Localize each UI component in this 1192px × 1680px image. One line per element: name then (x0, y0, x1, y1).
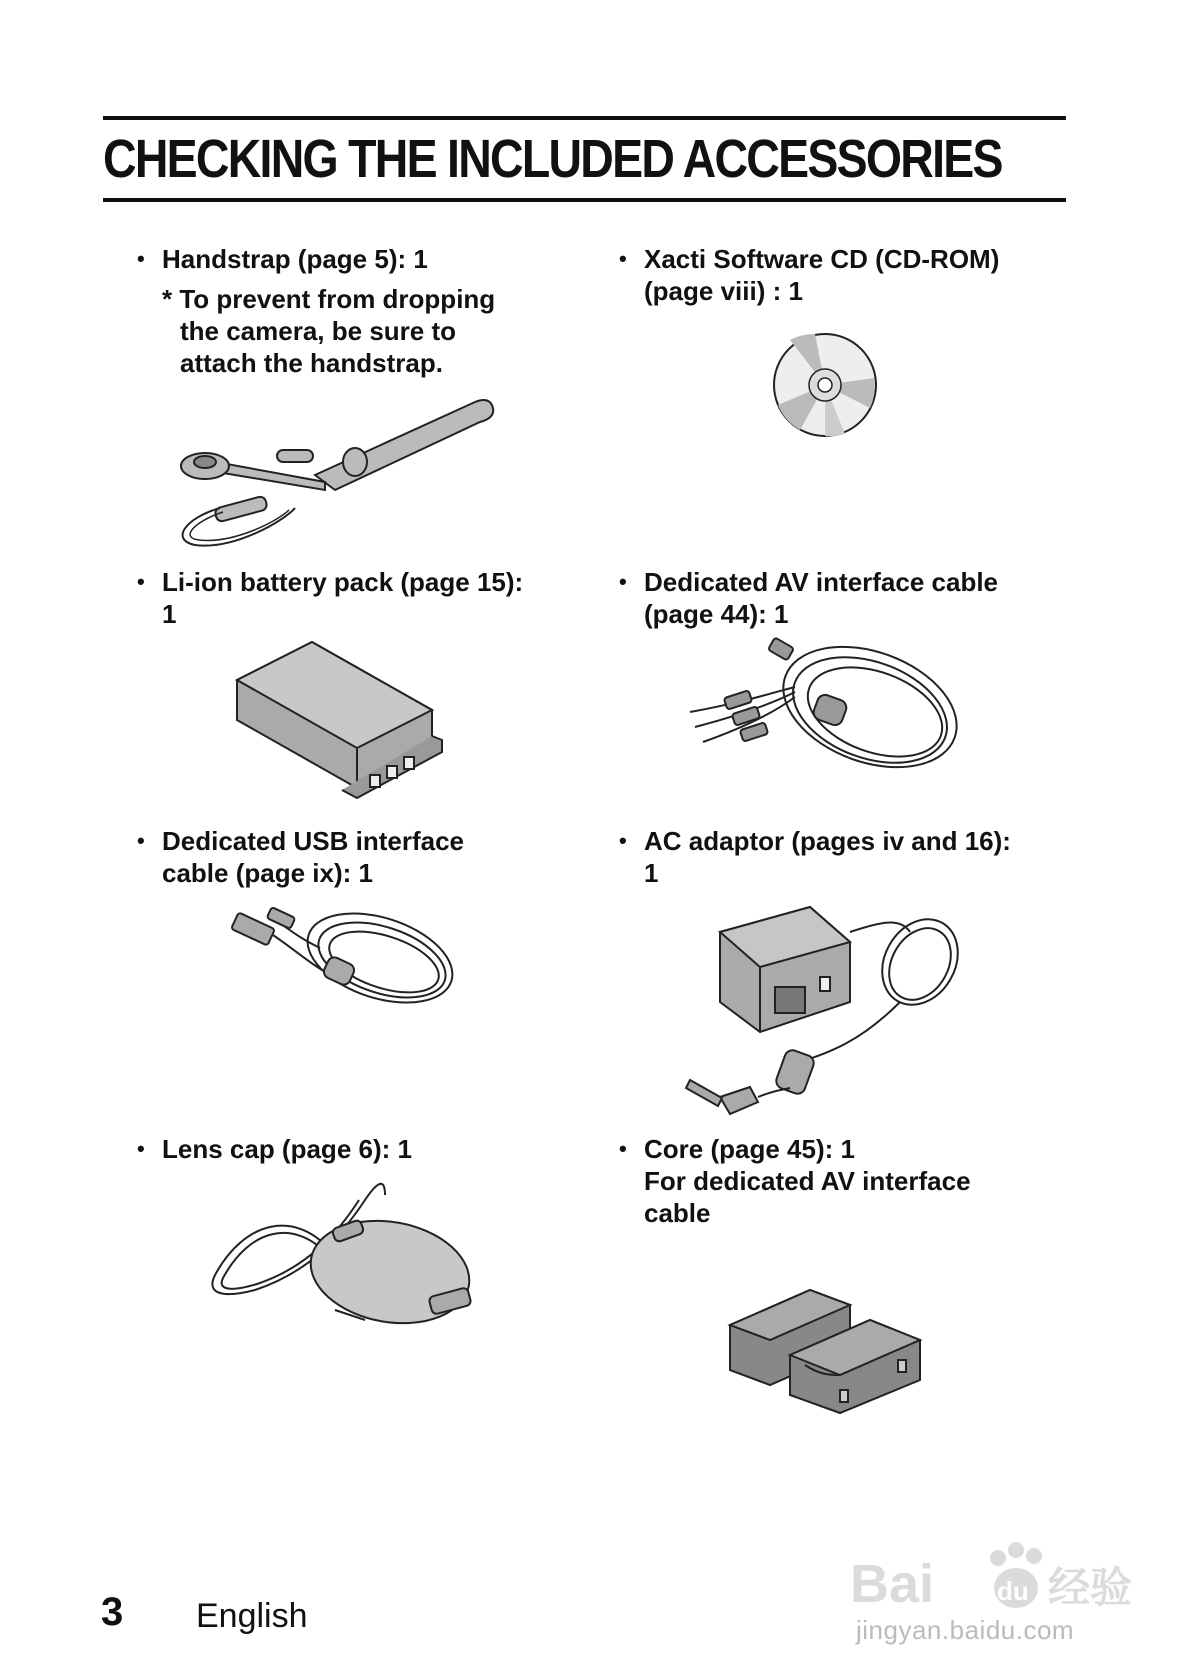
watermark-cn: 经验 (1048, 1563, 1133, 1612)
battery-illustration (232, 640, 452, 820)
item-label: For dedicated AV interface (644, 1166, 971, 1196)
page-number: 3 (101, 1590, 124, 1634)
bullet: • (619, 1136, 627, 1161)
item-cd (619, 243, 1000, 307)
item-label: Handstrap (page 5): 1 (162, 244, 428, 274)
handstrap-illustration (175, 390, 515, 550)
item-core (619, 1133, 971, 1229)
baidu-watermark-logo (850, 1540, 1140, 1620)
item-usb-cable (137, 825, 464, 889)
item-label: Dedicated USB interface (162, 826, 464, 856)
av-cable-illustration (685, 632, 975, 792)
item-ac-adaptor (619, 825, 1011, 889)
watermark-text-2: du (997, 1576, 1029, 1606)
item-battery (137, 566, 524, 630)
item-av-cable (619, 566, 999, 630)
watermark-url: jingyan.baidu.com (856, 1615, 1075, 1645)
item-label: (page 44): 1 (644, 599, 789, 629)
item-label: 1 (644, 858, 659, 888)
item-handstrap (137, 243, 428, 275)
bullet: • (137, 246, 145, 271)
item-label: Xacti Software CD (CD-ROM) (644, 244, 1000, 274)
watermark-text: Bai (850, 1554, 935, 1614)
bullet: • (619, 828, 627, 853)
language-label: English (196, 1597, 308, 1635)
page-title: CHECKING THE INCLUDED ACCESSORIES (103, 129, 1002, 189)
bullet: • (619, 569, 627, 594)
item-label: Lens cap (page 6): 1 (162, 1134, 412, 1164)
item-label: AC adaptor (pages iv and 16): (644, 826, 1011, 856)
core-illustration (720, 1280, 930, 1415)
item-label: cable (644, 1198, 711, 1228)
title-underline (103, 198, 1066, 202)
item-label: 1 (162, 599, 177, 629)
bullet: • (619, 246, 627, 271)
note-line: attach the handstrap. (180, 348, 443, 378)
item-label: Dedicated AV interface cable (644, 567, 999, 597)
item-lens-cap (137, 1133, 412, 1165)
bullet: • (137, 569, 145, 594)
ac-adaptor-illustration (680, 902, 970, 1122)
item-label: cable (page ix): 1 (162, 858, 373, 888)
cd-illustration (770, 330, 880, 440)
handstrap-note (162, 283, 495, 379)
item-label: (page viii) : 1 (644, 276, 803, 306)
usb-cable-illustration (230, 898, 460, 1028)
bullet: • (137, 828, 145, 853)
item-label: Li-ion battery pack (page 15): (162, 567, 524, 597)
note-line: the camera, be sure to (180, 316, 456, 346)
lens-cap-illustration (205, 1180, 485, 1330)
bullet: • (137, 1136, 145, 1161)
note-line: * To prevent from dropping (162, 284, 496, 314)
item-label: Core (page 45): 1 (644, 1134, 855, 1164)
top-rule (103, 116, 1066, 120)
